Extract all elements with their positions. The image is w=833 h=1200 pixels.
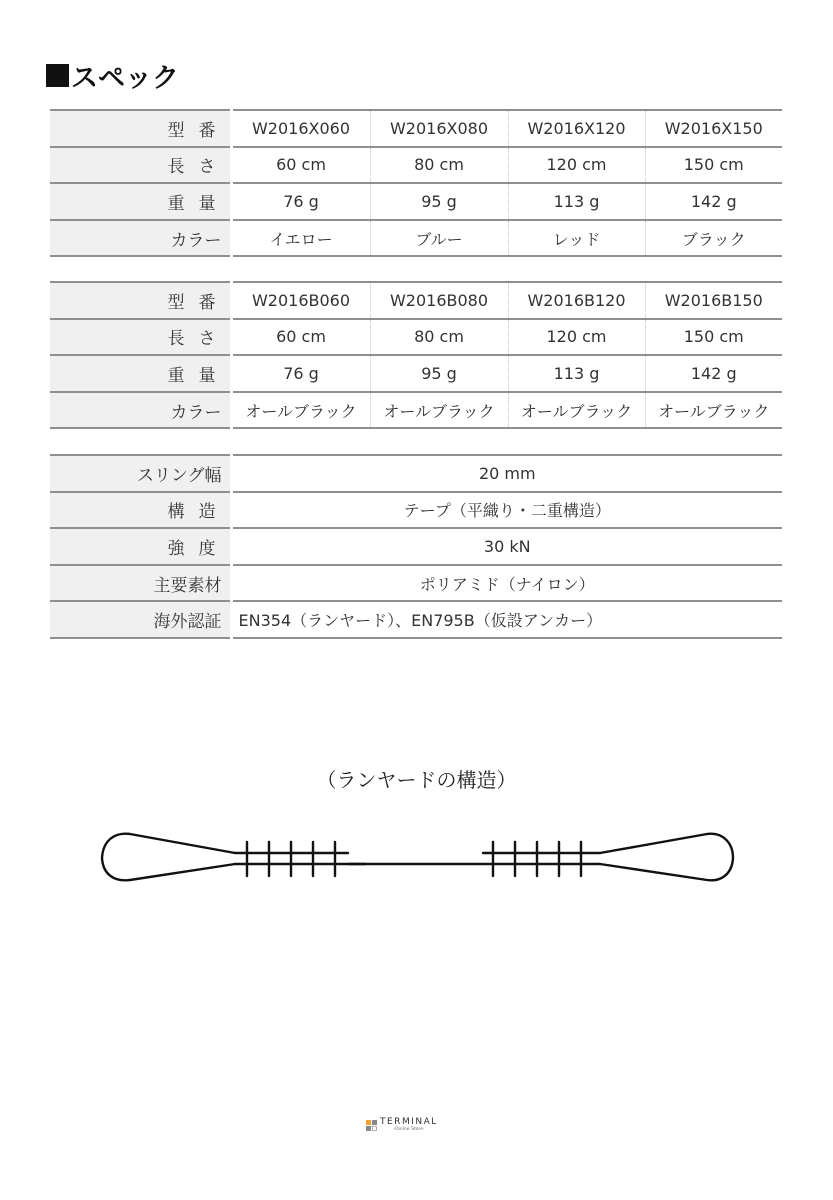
table-cell: EN354（ランヤード）、EN795B（仮設アンカー）: [231, 601, 782, 638]
table-cell: 60 cm: [231, 147, 370, 184]
table-row-sling-width: [50, 455, 782, 492]
table-cell: 113 g: [508, 183, 645, 220]
diagram-caption: （ランヤードの構造）: [316, 768, 517, 792]
row-label: スリング幅: [50, 455, 231, 492]
row-label: カラー: [50, 220, 231, 257]
row-label: 海外認証: [50, 601, 231, 638]
row-label: 主要素材: [50, 565, 231, 602]
table-row-structure: [50, 492, 782, 529]
row-label: 型番: [50, 282, 231, 319]
table-cell: 76 g: [231, 183, 370, 220]
table-cell: W2016B080: [370, 282, 508, 319]
row-label: 重量: [50, 355, 231, 392]
table-cell: W2016X120: [508, 110, 645, 147]
table-cell: W2016X080: [370, 110, 508, 147]
table-cell: 150 cm: [645, 147, 782, 184]
row-label: 強度: [50, 528, 231, 565]
table-row-length: [50, 147, 782, 184]
table-cell: 95 g: [370, 355, 508, 392]
lanyard-structure-diagram-icon: [95, 820, 740, 890]
table-row-model: [50, 282, 782, 319]
table-row-color: [50, 392, 782, 429]
table-cell: 60 cm: [231, 319, 370, 356]
table-cell: イエロー: [231, 220, 370, 257]
table-cell: ブラック: [645, 220, 782, 257]
table-row-color: [50, 220, 782, 257]
table-cell: 142 g: [645, 183, 782, 220]
table-cell: W2016B150: [645, 282, 782, 319]
black-square-icon: [46, 64, 69, 87]
row-label: 構造: [50, 492, 231, 529]
table-row-length: [50, 319, 782, 356]
table-row-strength: [50, 528, 782, 565]
table-cell: 20 mm: [231, 455, 782, 492]
table-cell: 120 cm: [508, 147, 645, 184]
table-cell: オールブラック: [645, 392, 782, 429]
logo-subtitle: -Online Store-: [393, 1127, 425, 1132]
table-cell: レッド: [508, 220, 645, 257]
table-cell: 76 g: [231, 355, 370, 392]
row-label: 長さ: [50, 147, 231, 184]
table-cell: 80 cm: [370, 319, 508, 356]
table-cell: 95 g: [370, 183, 508, 220]
table-cell: テープ（平織り・二重構造）: [231, 492, 782, 529]
table-cell: W2016X060: [231, 110, 370, 147]
row-label: カラー: [50, 392, 231, 429]
table-cell: W2016X150: [645, 110, 782, 147]
table-cell: W2016B060: [231, 282, 370, 319]
table-cell: W2016B120: [508, 282, 645, 319]
table-cell: 120 cm: [508, 319, 645, 356]
table-cell: 150 cm: [645, 319, 782, 356]
table-cell: 142 g: [645, 355, 782, 392]
section-title-text: スペック: [71, 63, 179, 94]
table-cell: オールブラック: [370, 392, 508, 429]
table-cell: 30 kN: [231, 528, 782, 565]
logo-name: TERMINAL: [380, 1117, 438, 1127]
table-cell: オールブラック: [231, 392, 370, 429]
footer-logo: [366, 1118, 438, 1133]
row-label: 重量: [50, 183, 231, 220]
row-label: 長さ: [50, 319, 231, 356]
table-cell: 80 cm: [370, 147, 508, 184]
row-label: 型番: [50, 110, 231, 147]
section-title: [46, 56, 179, 95]
table-row-weight: [50, 355, 782, 392]
table-row-model: [50, 110, 782, 147]
spec-table-common: [50, 454, 782, 639]
table-cell: ポリアミド（ナイロン）: [231, 565, 782, 602]
table-cell: オールブラック: [508, 392, 645, 429]
spec-table-b-series: [50, 281, 782, 429]
logo-squares-icon: [366, 1120, 377, 1131]
table-cell: ブルー: [370, 220, 508, 257]
table-row-weight: [50, 183, 782, 220]
table-cell: 113 g: [508, 355, 645, 392]
table-row-certification: [50, 601, 782, 638]
table-row-material: [50, 565, 782, 602]
spec-table-x-series: [50, 109, 782, 257]
